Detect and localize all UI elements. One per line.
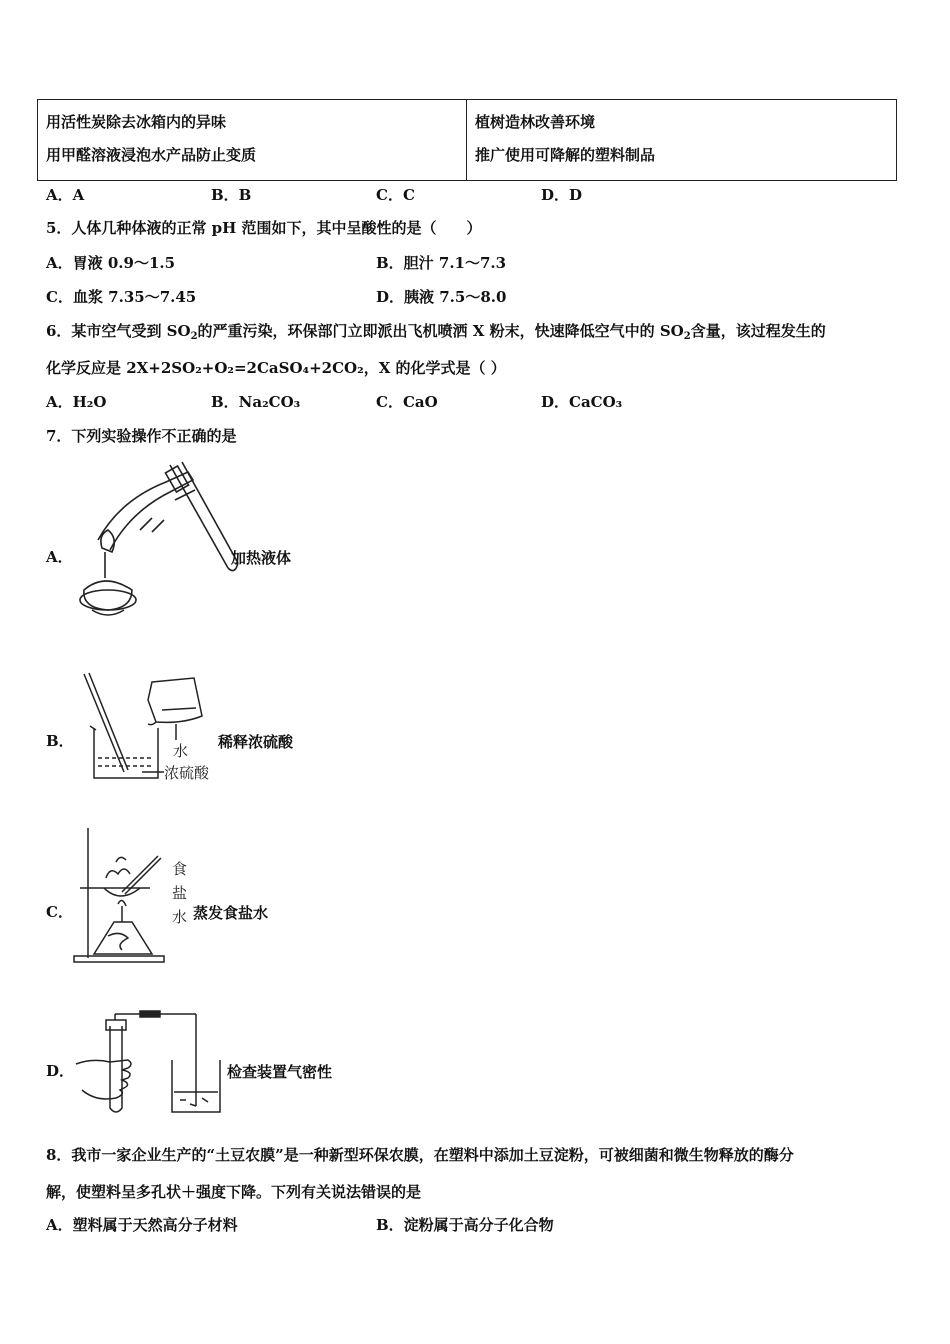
q4-cell-left	[38, 100, 467, 181]
q7-c-caption: 蒸发食盐水	[193, 904, 269, 922]
q7-a-caption: 加热液体	[231, 549, 292, 567]
q6-stem-part-a: 6．某市空气受到 SO	[46, 322, 191, 340]
q6-sub-2a: 2	[190, 331, 198, 342]
q4-option-d: D．D	[541, 186, 583, 204]
q4-cell-right-line1: 植树造林改善环境	[475, 113, 596, 131]
q7-b-letter: B．	[46, 732, 74, 750]
q4-cell-left-line1: 用活性炭除去冰箱内的异味	[46, 113, 227, 131]
heating-liquid-figure	[70, 460, 240, 625]
q6-option-b: B．Na₂CO₃	[211, 393, 301, 411]
q7-a-letter: A．	[46, 548, 73, 566]
evaporation-figure	[70, 826, 195, 968]
q7-b-caption: 稀释浓硫酸	[218, 733, 294, 751]
q5-stem: 5．人体几种体液的正常 pH 范围如下，其中呈酸性的是（ ）	[46, 219, 482, 237]
q6-stem-part-b: 的严重污染，环保部门立即派出飞机喷洒 X 粉末，快速降低空气中的 SO	[197, 322, 684, 340]
q6-option-d: D．CaCO₃	[541, 393, 623, 411]
airtightness-figure	[72, 1008, 222, 1118]
q4-cell-right-line2: 推广使用可降解的塑料制品	[475, 146, 656, 164]
q6-stem-line2: 化学反应是 2X+2SO₂+O₂=2CaSO₄+2CO₂，X 的化学式是（ ）	[46, 359, 506, 377]
conc-acid-label: 浓硫酸	[164, 764, 210, 782]
q8-stem-line1: 8．我市一家企业生产的“土豆农膜”是一种新型环保农膜，在塑料中添加土豆淀粉，可被细菌和微生物释放的酶分	[46, 1146, 794, 1164]
q7-c-letter: C．	[46, 903, 73, 921]
q8-option-b: B．淀粉属于高分子化合物	[376, 1216, 554, 1234]
q4-option-c: C．C	[376, 186, 415, 204]
q8-stem-line2: 解，使塑料呈多孔状＋强度下降。下列有关说法错误的是	[46, 1183, 422, 1201]
q5-option-c: C．血浆 7.35～7.45	[46, 288, 197, 306]
q4-option-b: B．B	[211, 186, 252, 204]
q6-sub-2b: 2	[683, 331, 691, 342]
q6-option-c: C．CaO	[376, 393, 438, 411]
q4-cell-right	[467, 100, 897, 181]
q6-stem-part-c: 含量，该过程发生的	[690, 322, 826, 340]
q5-option-d: D．胰液 7.5～8.0	[376, 288, 507, 306]
salt-label-2: 盐	[172, 884, 188, 902]
dilute-acid-figure	[72, 670, 222, 785]
q5-option-b: B．胆汁 7.1～7.3	[376, 254, 507, 272]
q4-cell-left-line2: 用甲醛溶液浸泡水产品防止变质	[46, 146, 257, 164]
q7-d-caption: 检查装置气密性	[227, 1063, 333, 1081]
q4-options-table	[37, 99, 897, 181]
water-label: 水	[173, 742, 189, 760]
q8-option-a: A．塑料属于天然高分子材料	[46, 1216, 238, 1234]
q6-option-a: A．H₂O	[46, 393, 107, 411]
q6-stem-line1	[46, 321, 826, 347]
salt-label-3: 水	[172, 908, 188, 926]
salt-label-1: 食	[172, 860, 188, 878]
q5-option-a: A．胃液 0.9～1.5	[46, 254, 176, 272]
q7-stem: 7．下列实验操作不正确的是	[46, 427, 237, 445]
q4-option-a: A．A	[46, 186, 85, 204]
q7-d-letter: D．	[46, 1062, 75, 1080]
